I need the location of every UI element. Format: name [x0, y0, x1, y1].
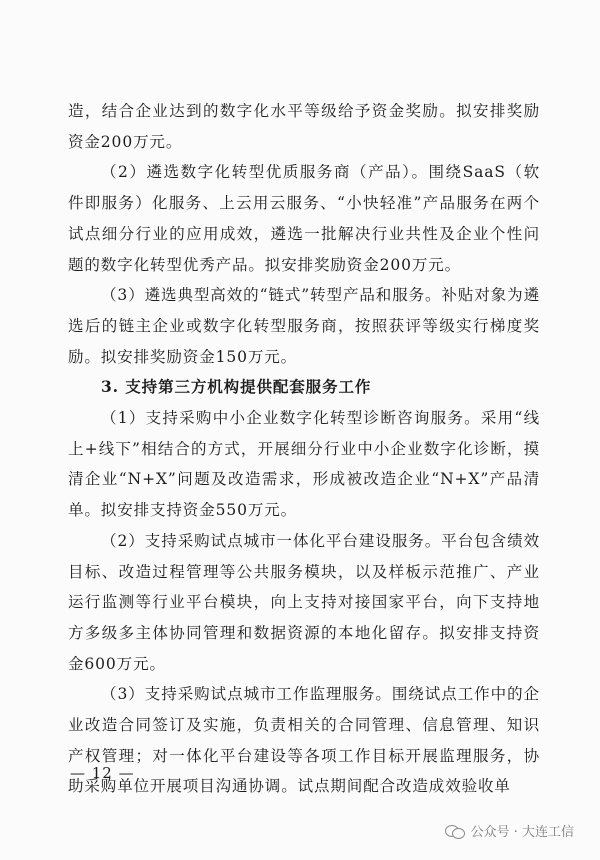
section-heading: 3. 支持第三方机构提供配套服务工作	[101, 377, 372, 397]
paragraph-4: （1）支持采购中小企业数字化转型诊断咨询服务。采用“线上+线下”相结合的方式，开展细分行业中小企业数字化诊断，摸清企业“N+X”问题及改造需求，形成被改造企业“N+X”产品清单。拟安排支持资金550万元。	[68, 409, 540, 520]
paragraph-1: 造，结合企业达到的数字化水平等级给予资金奖励。拟安排奖励资金200万元。	[68, 102, 540, 151]
document-body	[68, 96, 540, 802]
watermark-text: 公众号 · 大连工信	[470, 825, 574, 840]
watermark	[445, 821, 574, 840]
paragraph-5: （2）支持采购试点城市一体化平台建设服务。平台包含绩效目标、改造过程管理等公共服务模块，以及样板示范推广、产业运行监测等行业平台模块，向上支持对接国家平台，向下支持地方多级多主体协同管理和数据资源的本地化留存。拟安排支持资金600万元。	[68, 531, 540, 673]
paragraph-6: （3）支持采购试点城市工作监理服务。围绕试点工作中的企业改造合同签订及实施，负责相关的合同管理、信息管理、知识产权管理；对一体化平台建设等各项工作目标开展监理服务，协助采购单位开展项目沟通协调。试点期间配合改造成效验收单	[68, 685, 540, 796]
page-number: — 12 —	[70, 764, 135, 782]
paragraph-2: （2）遴选数字化转型优质服务商（产品）。围绕SaaS（软件即服务）化服务、上云用云服务、“小快轻准”产品服务在两个试点细分行业的应用成效，遴选一批解决行业共性及企业个性问题的数字化转型优秀产品。拟安排奖励资金200万元。	[68, 163, 540, 274]
paragraph-3: （3）遴选典型高效的“链式”转型产品和服务。补贴对象为遴选后的链主企业或数字化转型服务商，按照获评等级实行梯度奖励。拟安排奖励资金150万元。	[68, 286, 540, 366]
wechat-icon	[445, 823, 465, 839]
